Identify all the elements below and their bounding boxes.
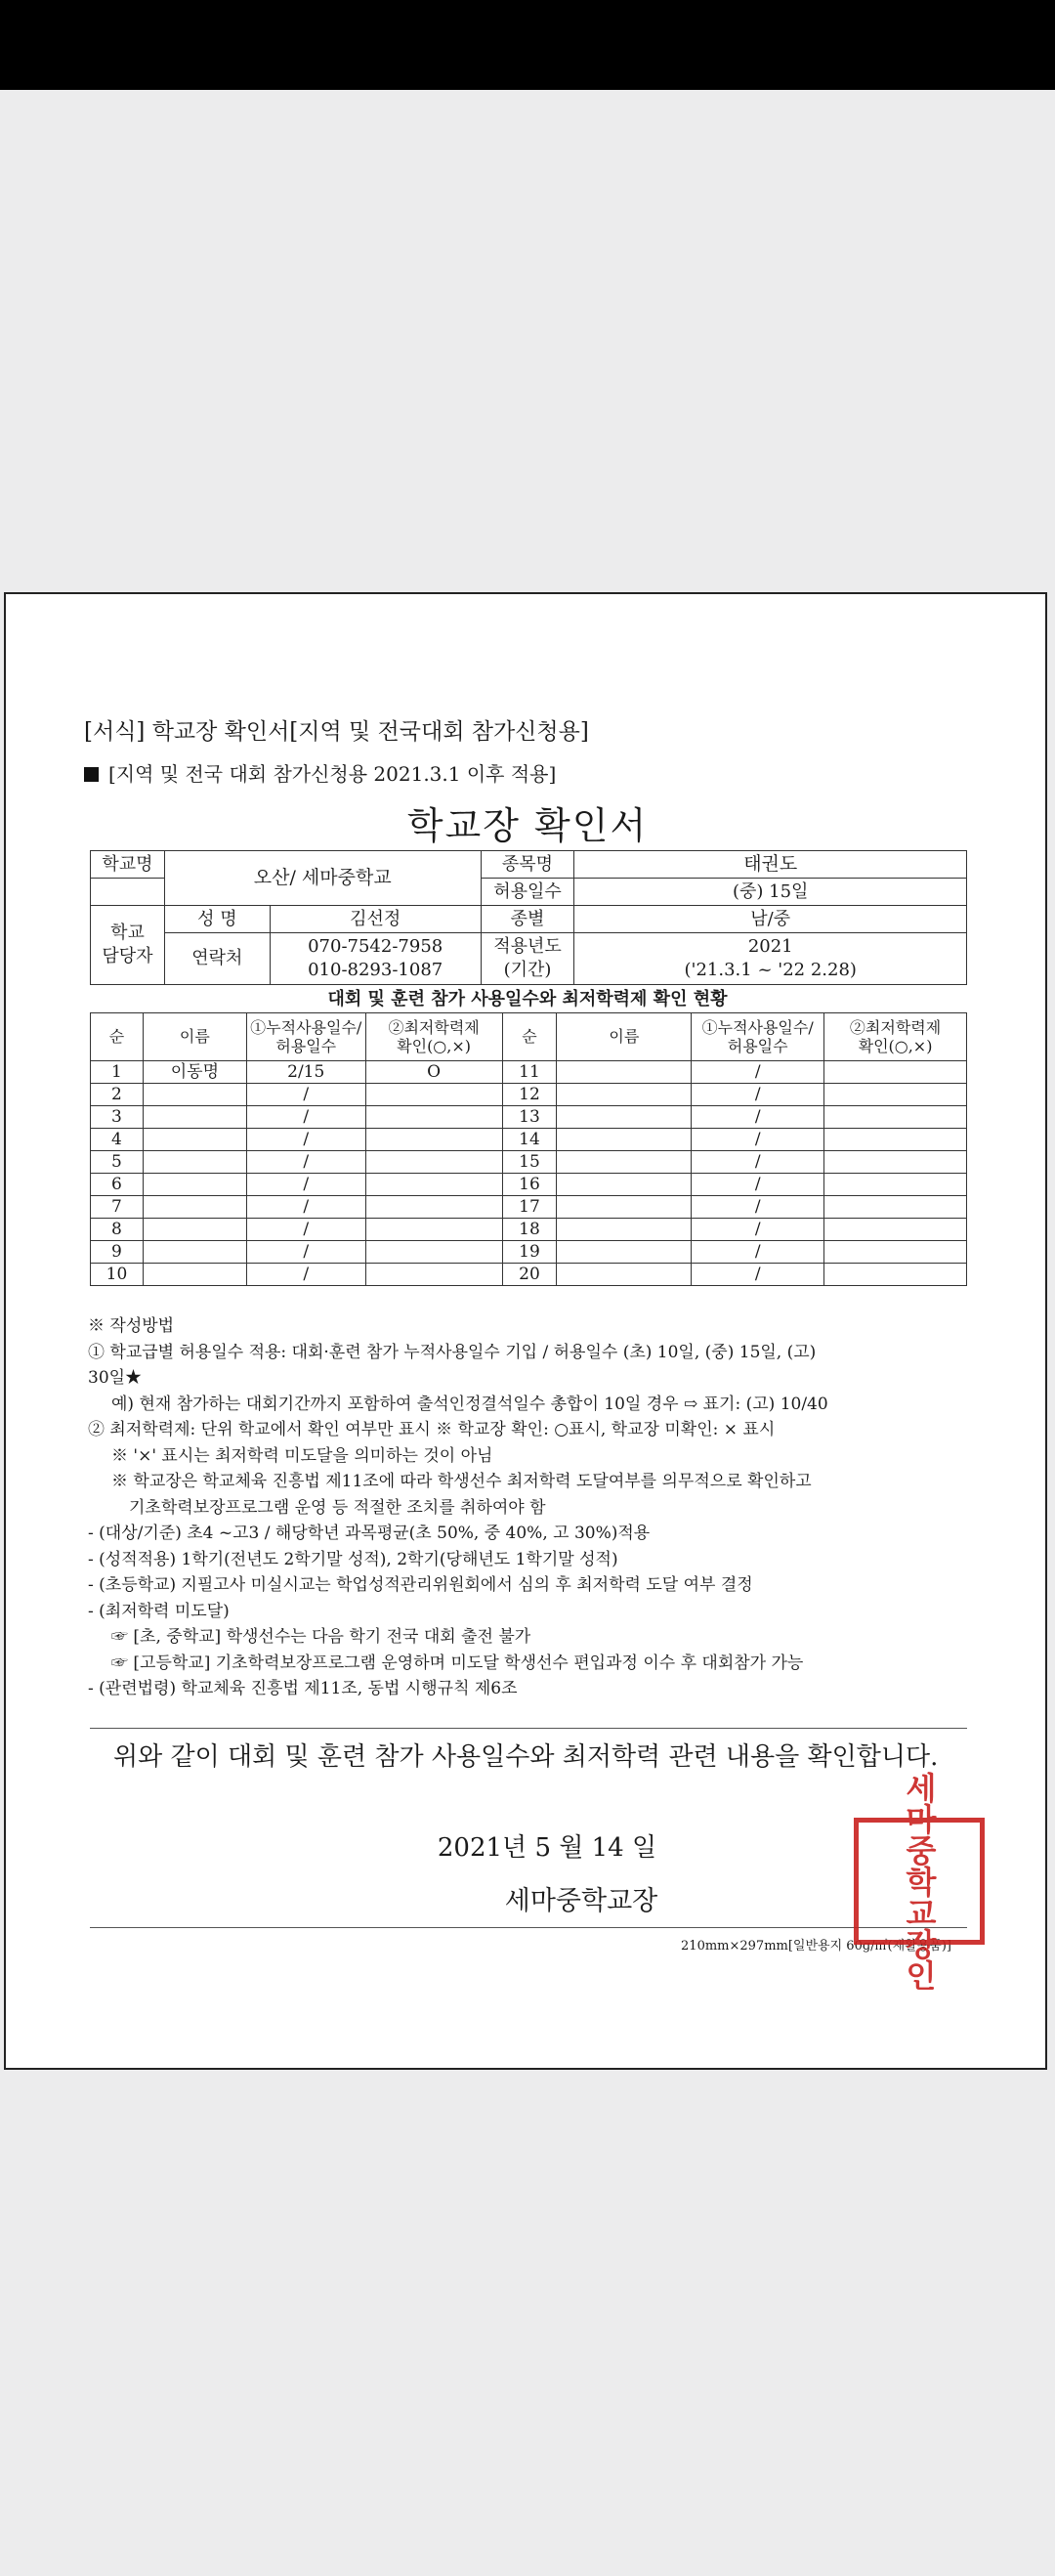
allowed-days-label: 허용일수 xyxy=(481,879,574,906)
cell-check-right xyxy=(824,1084,967,1106)
cell-no-right: 19 xyxy=(502,1241,557,1264)
allowed-days-value: (중) 15일 xyxy=(574,879,967,906)
paper-size-note: 210mm×297mm[일반용지 60g/㎡(재활용품)] xyxy=(681,1939,951,1953)
status-header-row xyxy=(91,1013,967,1061)
period-value xyxy=(574,933,967,985)
note-3: ※ '×' 표시는 최저학력 미도달을 의미하는 것이 아님 xyxy=(111,1445,493,1466)
table-row xyxy=(91,1241,967,1264)
cell-no-right: 11 xyxy=(502,1061,557,1084)
cell-no-left: 5 xyxy=(91,1151,144,1174)
notes-heading: ※ 작성방법 xyxy=(88,1316,175,1336)
document-page xyxy=(4,592,1047,2070)
cell-name-left xyxy=(143,1084,246,1106)
cell-check-right xyxy=(824,1264,967,1286)
header-check-right: ②최저학력제 확인(○,×) xyxy=(824,1013,967,1061)
cell-days-right: / xyxy=(692,1084,824,1106)
cell-days-left: / xyxy=(246,1219,365,1241)
gender-label: 종별 xyxy=(481,906,574,933)
cell-check-right xyxy=(824,1241,967,1264)
cell-name-right xyxy=(557,1174,692,1196)
cell-no-left: 7 xyxy=(91,1196,144,1219)
cell-check-left xyxy=(365,1219,502,1241)
table-row xyxy=(91,1264,967,1286)
cell-name-right xyxy=(557,1219,692,1241)
cell-check-left xyxy=(365,1084,502,1106)
cell-name-left xyxy=(143,1151,246,1174)
cell-name-right xyxy=(557,1151,692,1174)
cell-check-right xyxy=(824,1219,967,1241)
cell-name-right xyxy=(557,1264,692,1286)
cell-no-right: 18 xyxy=(502,1219,557,1241)
cell-days-left: / xyxy=(246,1174,365,1196)
cell-no-right: 17 xyxy=(502,1196,557,1219)
principal-name: 세마중학교장 xyxy=(504,1886,658,1916)
note-4a: ※ 학교장은 학교체육 진흥법 제11조에 따라 학생선수 최저학력 도달여부를 의무적으로 확인하고 xyxy=(111,1472,812,1491)
cell-name-left xyxy=(143,1196,246,1219)
note-1a: ① 학교급별 허용일수 적용: 대회·훈련 참가 누적사용일수 기입 / 허용일수 (초) 10일, (중) 15일, (고) xyxy=(88,1342,817,1362)
issue-date: 2021년 5 월 14 일 xyxy=(437,1833,657,1863)
cell-check-right xyxy=(824,1151,967,1174)
cell-name-left xyxy=(143,1219,246,1241)
note-5: - (대상/기준) 초4 ~고3 / 해당학년 과목평균(초 50%, 중 40%, 고 30%)적용 xyxy=(88,1524,651,1543)
cell-days-right: / xyxy=(692,1241,824,1264)
document-title: 학교장 확인서 xyxy=(406,804,649,847)
cell-days-right: / xyxy=(692,1174,824,1196)
cell-check-left xyxy=(365,1241,502,1264)
cell-check-right xyxy=(824,1196,967,1219)
period-range: ('21.3.1 ~ '22 2.28) xyxy=(684,960,857,980)
name-label: 성 명 xyxy=(164,906,270,933)
cell-check-left xyxy=(365,1129,502,1151)
table-row xyxy=(91,1219,967,1241)
event-value: 태권도 xyxy=(574,851,967,879)
contact-label: 연락처 xyxy=(164,933,270,985)
cell-name-left xyxy=(143,1129,246,1151)
cell-name-left xyxy=(143,1241,246,1264)
cell-check-right xyxy=(824,1061,967,1084)
cell-check-right xyxy=(824,1129,967,1151)
school-seal-stamp: 세마중학교장인 xyxy=(854,1818,985,1945)
info-table xyxy=(90,850,967,985)
period-label-1: 적용년도 xyxy=(493,936,562,957)
header-days-left: ①누적사용일수/ 허용일수 xyxy=(246,1013,365,1061)
table-row xyxy=(91,1084,967,1106)
event-label: 종목명 xyxy=(481,851,574,879)
cell-days-right: / xyxy=(692,1196,824,1219)
cell-days-left: / xyxy=(246,1151,365,1174)
status-bar xyxy=(0,0,1055,90)
cell-no-left: 2 xyxy=(91,1084,144,1106)
cell-no-right: 15 xyxy=(502,1151,557,1174)
cell-no-left: 8 xyxy=(91,1219,144,1241)
cell-no-left: 10 xyxy=(91,1264,144,1286)
cell-check-right xyxy=(824,1106,967,1129)
cell-days-right: / xyxy=(692,1061,824,1084)
cell-name-right xyxy=(557,1106,692,1129)
table-row xyxy=(91,1106,967,1129)
cell-days-left: / xyxy=(246,1264,365,1286)
header-name-left: 이름 xyxy=(143,1013,246,1061)
divider-top xyxy=(90,1728,967,1729)
table-row xyxy=(91,1196,967,1219)
cell-name-left xyxy=(143,1174,246,1196)
cell-check-right xyxy=(824,1174,967,1196)
scope-line xyxy=(84,758,556,787)
table-row xyxy=(91,1061,967,1084)
status-table-title: 대회 및 훈련 참가 사용일수와 최저학력제 확인 현황 xyxy=(327,989,728,1009)
cell-name-left xyxy=(143,1106,246,1129)
cell-name-right xyxy=(557,1061,692,1084)
note-1b: 30일★ xyxy=(88,1368,143,1388)
cell-days-left: / xyxy=(246,1241,365,1264)
cell-days-right: / xyxy=(692,1151,824,1174)
scope-text: [지역 및 전국 대회 참가신청용 2021.3.1 이후 적용] xyxy=(108,762,557,786)
note-10: ☞ [고등학교] 기초학력보장프로그램 운영하며 미도달 학생선수 편입과정 이수 후 대회참가 가능 xyxy=(111,1653,804,1673)
header-check-left: ②최저학력제 확인(○,×) xyxy=(365,1013,502,1061)
note-4b: 기초학력보장프로그램 운영 등 적절한 조치를 취하여야 함 xyxy=(129,1497,546,1518)
writing-notes xyxy=(88,1313,973,1702)
cell-days-right: / xyxy=(692,1264,824,1286)
school-value: 오산/ 세마중학교 xyxy=(164,851,481,906)
header-no-left: 순 xyxy=(91,1013,144,1061)
cell-check-left xyxy=(365,1106,502,1129)
cell-days-left: 2/15 xyxy=(246,1061,365,1084)
cell-no-left: 4 xyxy=(91,1129,144,1151)
note-1c: 예) 현재 참가하는 대회기간까지 포함하여 출석인정결석일수 총합이 10일 경우 ⇨ 표기: (고) 10/40 xyxy=(111,1394,828,1414)
cell-no-right: 12 xyxy=(502,1084,557,1106)
status-table xyxy=(90,1012,967,1286)
header-no-right: 순 xyxy=(502,1013,557,1061)
cell-name-right xyxy=(557,1129,692,1151)
divider-bottom xyxy=(90,1927,967,1928)
note-2: ② 최저학력제: 단위 학교에서 확인 여부만 표시 ※ 학교장 확인: ○표시, 학교장 미확인: × 표시 xyxy=(88,1420,776,1439)
status-table-body xyxy=(91,1061,967,1286)
period-label xyxy=(481,933,574,985)
header-days-right: ①누적사용일수/ 허용일수 xyxy=(692,1013,824,1061)
table-row xyxy=(91,1174,967,1196)
name-value: 김선정 xyxy=(270,906,481,933)
cell-no-left: 1 xyxy=(91,1061,144,1084)
cell-check-left xyxy=(365,1174,502,1196)
period-label-2: (기간) xyxy=(503,960,552,980)
square-bullet-icon xyxy=(84,767,99,782)
cell-no-right: 13 xyxy=(502,1106,557,1129)
cell-no-left: 3 xyxy=(91,1106,144,1129)
cell-name-left: 이동명 xyxy=(143,1061,246,1084)
cell-check-left: O xyxy=(365,1061,502,1084)
cell-days-right: / xyxy=(692,1219,824,1241)
school-label: 학교명 xyxy=(91,851,165,879)
header-name-right: 이름 xyxy=(557,1013,692,1061)
gender-value: 남/중 xyxy=(574,906,967,933)
contact-phone-1: 070-7542-7958 xyxy=(308,936,443,957)
note-7: - (초등학교) 지필고사 미실시교는 학업성적관리위원회에서 심의 후 최저학력 도달 여부 결정 xyxy=(88,1575,753,1595)
cell-name-right xyxy=(557,1084,692,1106)
cell-no-left: 9 xyxy=(91,1241,144,1264)
period-year: 2021 xyxy=(747,936,793,957)
form-label: [서식] 학교장 확인서[지역 및 전국대회 참가신청용] xyxy=(84,719,589,745)
cell-days-right: / xyxy=(692,1106,824,1129)
contact-phone-2: 010-8293-1087 xyxy=(308,960,443,980)
cell-name-right xyxy=(557,1196,692,1219)
cell-no-left: 6 xyxy=(91,1174,144,1196)
note-6: - (성적적용) 1학기(전년도 2학기말 성적), 2학기(당해년도 1학기말 성적) xyxy=(88,1549,618,1569)
cell-no-right: 14 xyxy=(502,1129,557,1151)
school-label-blank xyxy=(91,879,165,906)
cell-check-left xyxy=(365,1264,502,1286)
cell-name-right xyxy=(557,1241,692,1264)
cell-no-right: 16 xyxy=(502,1174,557,1196)
cell-days-left: / xyxy=(246,1084,365,1106)
cell-check-left xyxy=(365,1151,502,1174)
cell-no-right: 20 xyxy=(502,1264,557,1286)
table-row xyxy=(91,1151,967,1174)
confirmation-text: 위와 같이 대회 및 훈련 참가 사용일수와 최저학력 관련 내용을 확인합니다. xyxy=(113,1742,939,1772)
cell-days-right: / xyxy=(692,1129,824,1151)
cell-days-left: / xyxy=(246,1129,365,1151)
contact-value xyxy=(270,933,481,985)
cell-days-left: / xyxy=(246,1196,365,1219)
table-row xyxy=(91,1129,967,1151)
note-11: - (관련법령) 학교체육 진흥법 제11조, 동법 시행규칙 제6조 xyxy=(88,1679,518,1698)
cell-name-left xyxy=(143,1264,246,1286)
manager-label: 학교 담당자 xyxy=(91,906,165,985)
cell-check-left xyxy=(365,1196,502,1219)
note-9: ☞ [초, 중학교] 학생선수는 다음 학기 전국 대회 출전 불가 xyxy=(111,1627,531,1647)
note-8: - (최저학력 미도달) xyxy=(88,1601,230,1621)
cell-days-left: / xyxy=(246,1106,365,1129)
